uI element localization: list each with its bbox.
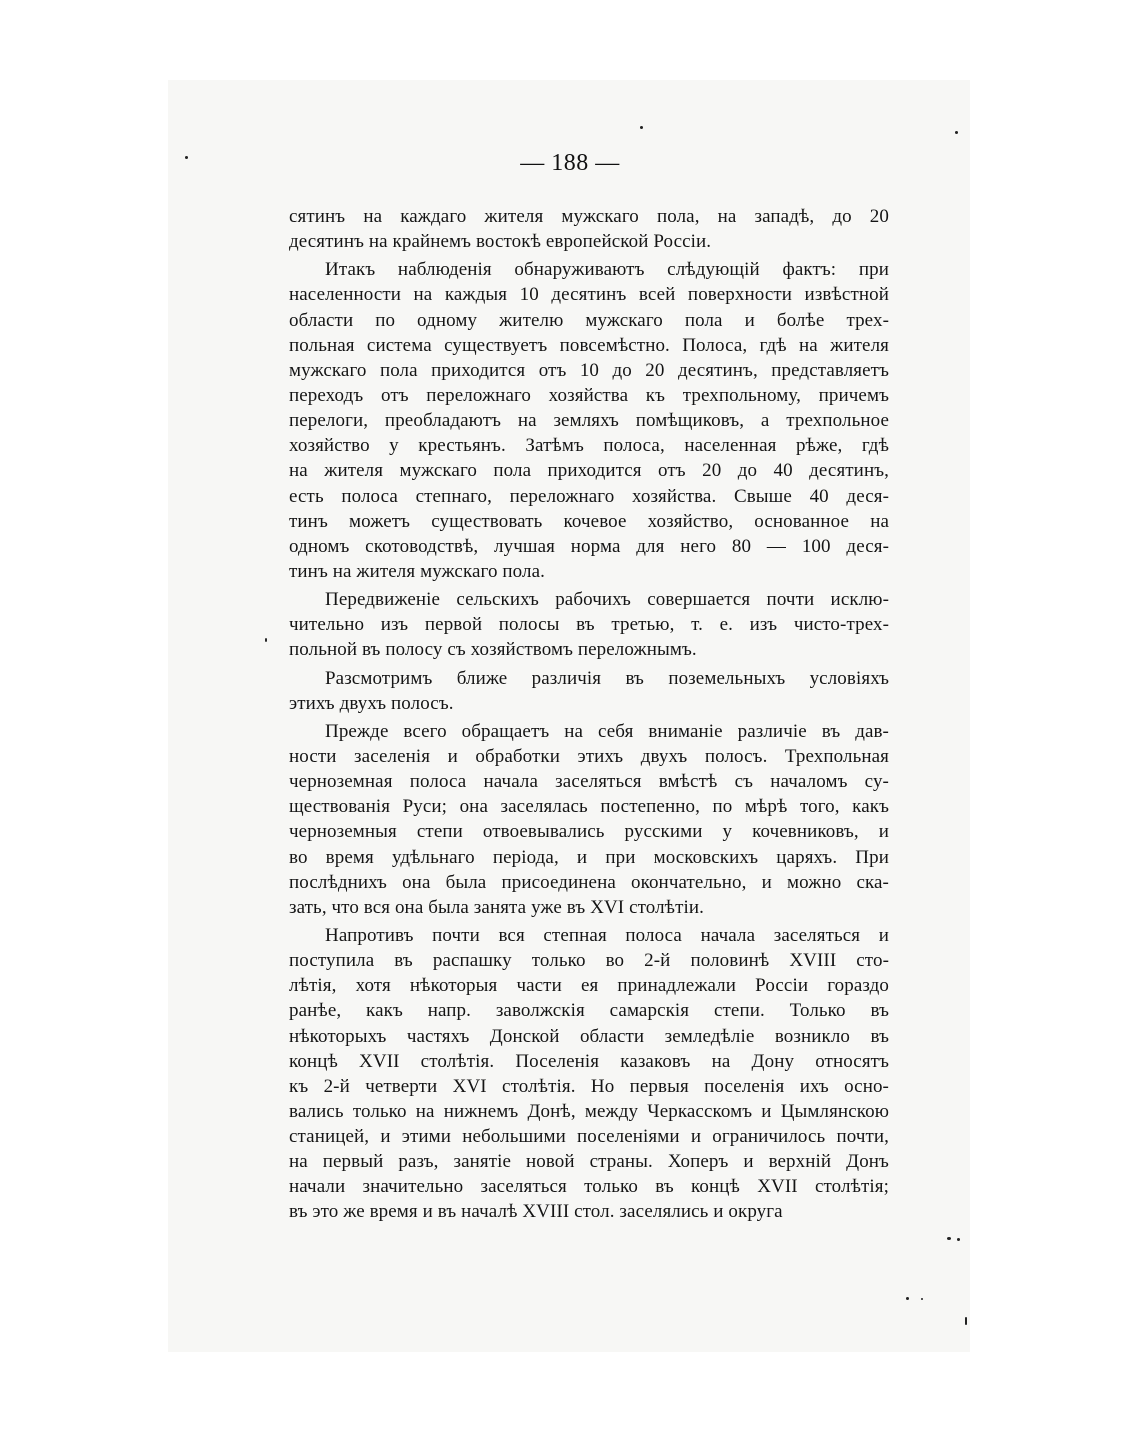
text-line: мужскаго пола приходится отъ 10 до 20 десятинъ, представляетъ [289,359,889,381]
paragraph [289,257,889,584]
scan-speck [955,131,958,134]
page-number: — 188 — [520,150,620,176]
text-line: Передвиженіе сельскихъ рабочихъ совершается почти исклю- [325,589,889,611]
paragraph [289,923,889,1225]
text-line: нѣкоторыхъ частяхъ Донской области земледѣліе возникло въ [289,1025,889,1047]
scan-speck [965,1317,967,1325]
scan-speck [957,1238,960,1241]
body-text [289,204,889,1225]
text-line: сятинъ на каждаго жителя мужскаго пола, на западѣ, до 20 [289,206,889,227]
text-line: ранѣе, какъ напр. заволжскія самарскія степи. Только въ [289,1000,889,1022]
text-line: ности заселенія и обработки этихъ двухъ полосъ. Трехпольная [289,745,889,767]
text-line: этихъ двухъ полосъ. [289,692,454,714]
text-line: польная система существуетъ повсемѣстно. Полоса, гдѣ на жителя [289,334,889,356]
text-line: области по одному жителю мужскаго пола и болѣе трех- [289,309,889,331]
text-line: чительно изъ первой полосы въ третью, т. е. изъ чисто-трех- [289,614,889,636]
text-line: ществованія Руси; она заселялась постепенно, по мѣрѣ того, какъ [289,796,889,818]
scan-speck [265,638,267,642]
text-line: Разсмотримъ ближе различія въ поземельныхъ условіяхъ [325,667,889,689]
text-line: тинъ на жителя мужскаго пола. [289,560,545,582]
text-line: на жителя мужскаго пола приходится отъ 20 до 40 десятинъ, [289,460,889,482]
text-line: начали значительно заселяться только въ концѣ XVII столѣтія; [289,1176,889,1198]
text-line: Итакъ наблюденія обнаруживаютъ слѣдующій фактъ: при [325,259,889,281]
text-line: населенности на каждыя 10 десятинъ всей поверхности извѣстной [289,284,889,306]
scan-speck [906,1297,909,1300]
scan-speck [185,156,188,159]
text-line: къ 2-й четверти XVI столѣтія. Но первыя поселенія ихъ осно- [289,1075,889,1097]
text-line: Прежде всего обращаетъ на себя вниманіе различіе въ дав- [325,720,889,742]
text-line: десятинъ на крайнемъ востокѣ европейской Россіи. [289,231,712,253]
text-line: черноземная полоса начала заселяться вмѣстѣ съ началомъ су- [289,771,889,793]
paragraph [289,587,889,662]
text-line: перелоги, преобладаютъ на земляхъ помѣщиковъ, а трехпольное [289,410,889,432]
text-line: лѣтія, хотя нѣкоторыя части ея принадлежали Россіи гораздо [289,975,889,997]
text-line: черноземныя степи отвоевывались русскими у кочевниковъ, и [289,821,889,843]
text-line: въ это же время и въ началѣ XVIII стол. заселялись и округа [289,1201,783,1223]
text-line: польной въ полосу съ хозяйствомъ переложнымъ. [289,639,697,661]
text-line: тинъ можетъ существовать кочевое хозяйство, основанное на [289,510,889,532]
text-line: вались только на нижнемъ Донѣ, между Черкасскомъ и Цымлянскою [289,1100,889,1122]
paragraph [289,719,889,920]
paragraph [289,204,889,254]
paragraph [289,666,889,716]
text-line: Напротивъ почти вся степная полоса начала заселяться и [325,924,889,946]
scan-speck [921,1298,923,1300]
text-line: во время удѣльнаго періода, и при московскихъ царяхъ. При [289,846,889,868]
text-line: есть полоса степнаго, переложнаго хозяйства. Свыше 40 деся- [289,485,889,507]
scan-speck [640,126,643,129]
text-line: на первый разъ, занятіе новой страны. Хоперъ и верхній Донъ [289,1151,889,1173]
text-line: поступила въ распашку только во 2-й половинѣ XVIII сто- [289,950,889,972]
text-line: одномъ скотоводствѣ, лучшая норма для него 80 — 100 деся- [289,535,889,557]
text-line: концѣ XVII столѣтія. Поселенія казаковъ на Дону относятъ [289,1050,889,1072]
text-line: зать, что вся она была занята уже въ XVI столѣтіи. [289,896,705,918]
text-line: хозяйство у крестьянъ. Затѣмъ полоса, населенная рѣже, гдѣ [289,435,889,457]
text-line: переходъ отъ переложнаго хозяйства къ трехпольному, причемъ [289,384,889,406]
text-line: станицей, и этими небольшими поселеніями и ограничилось почти, [289,1126,889,1148]
scan-speck [947,1237,951,1240]
text-line: послѣднихъ она была присоединена окончательно, и можно ска- [289,871,889,893]
